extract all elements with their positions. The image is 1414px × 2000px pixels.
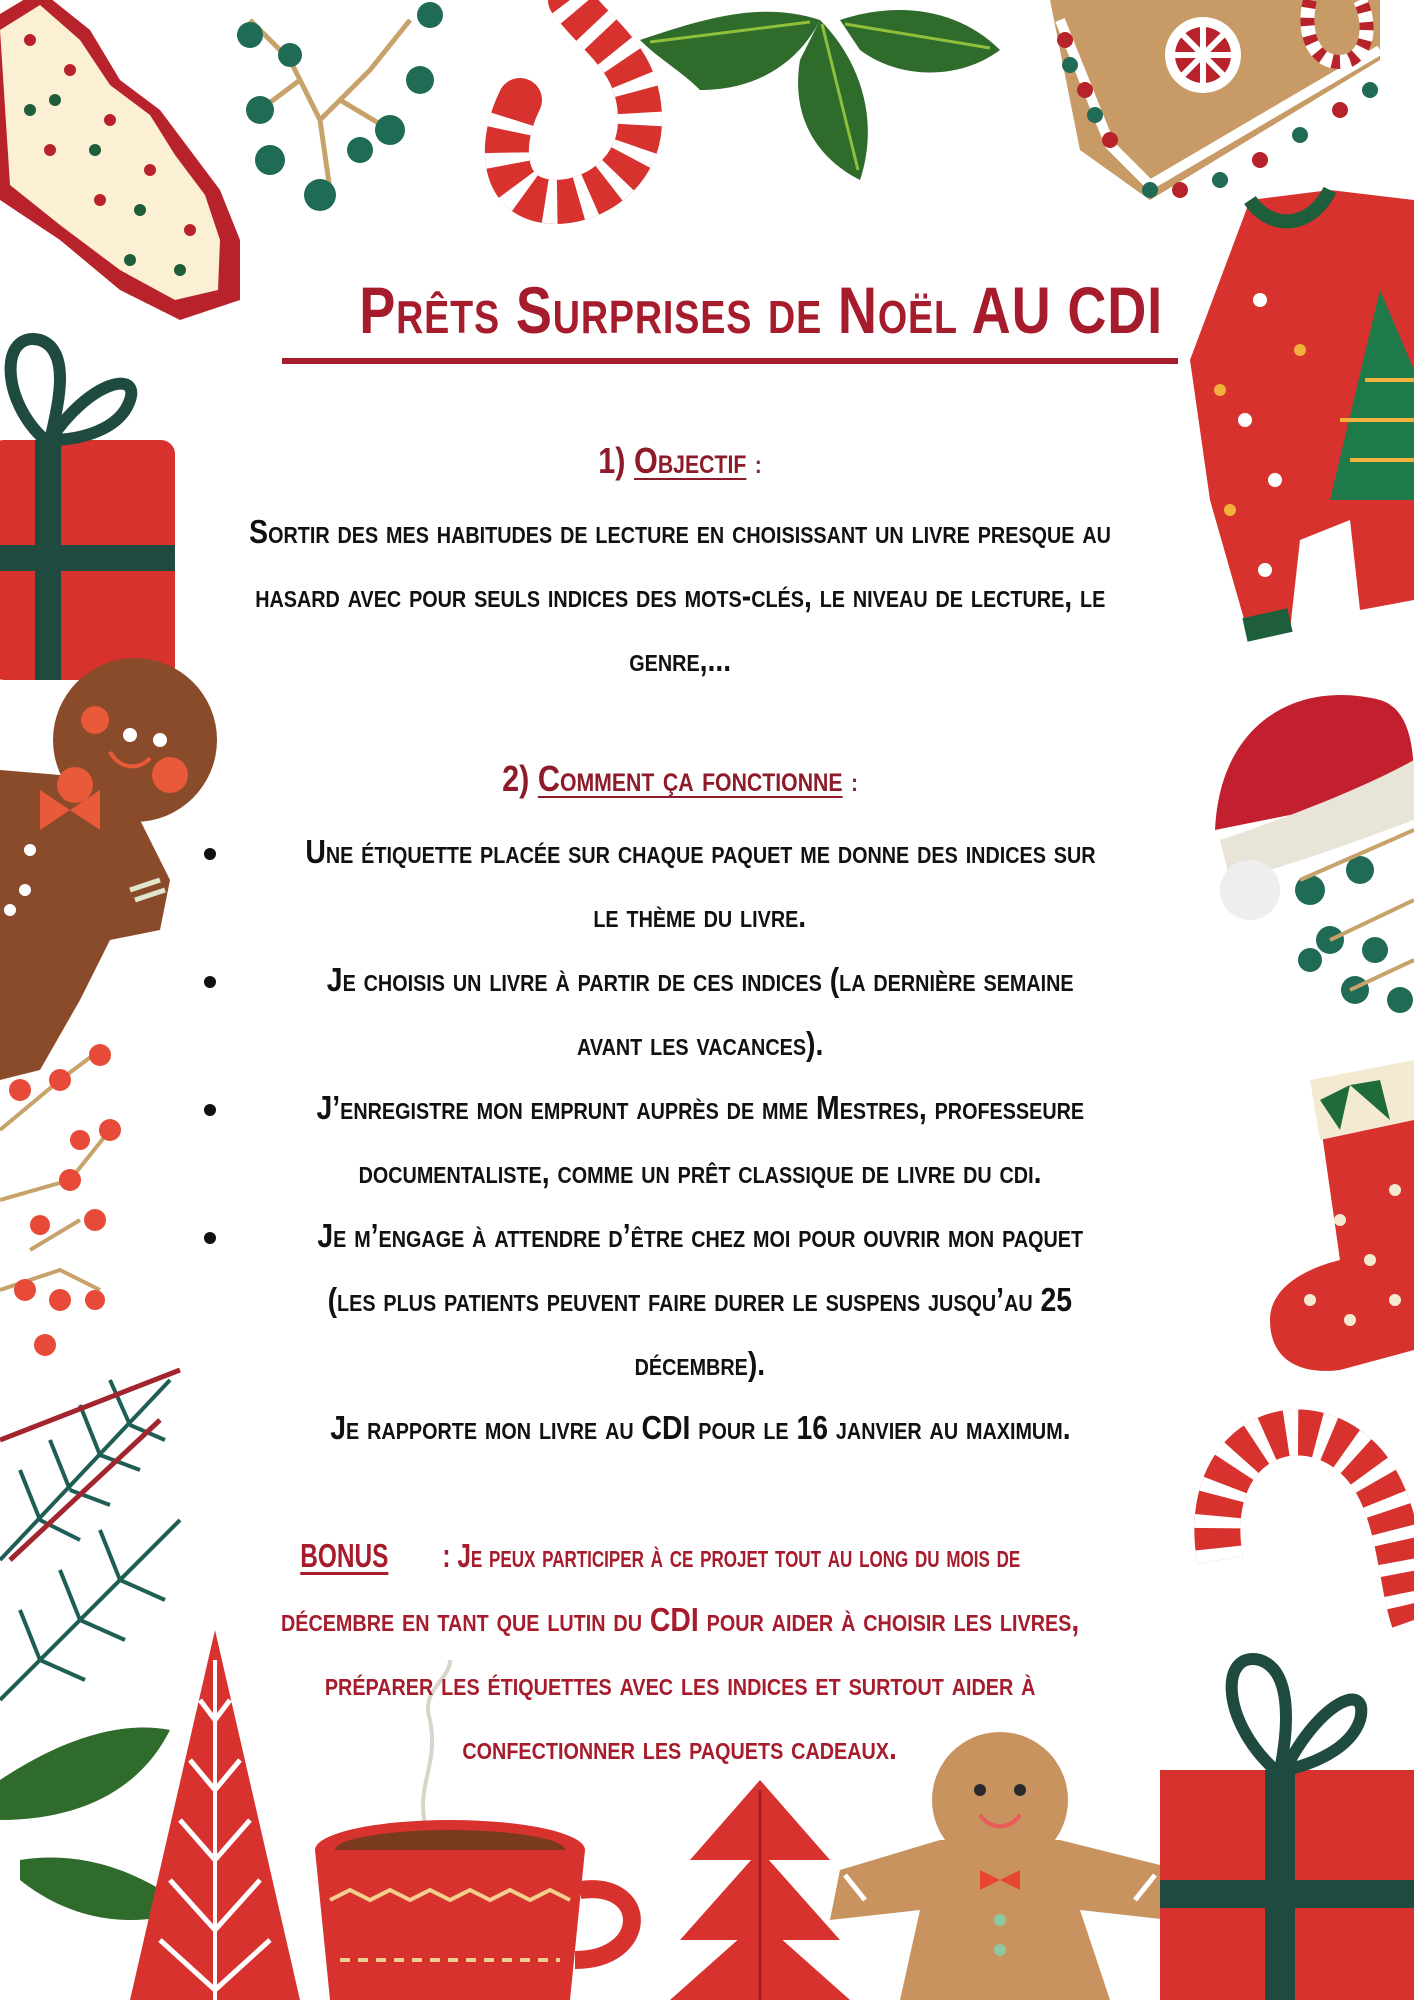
- objective-heading-num: 1): [598, 440, 626, 481]
- how-heading-num: 2): [502, 758, 530, 799]
- how-heading-label: Comment ça fonctionne: [537, 758, 843, 799]
- closing-text: [200, 1396, 1200, 1460]
- bullet-line: (les plus patients peuvent faire durer le suspens jusqu’au 25: [327, 1281, 1073, 1318]
- objective-heading-label: Objectif: [634, 440, 747, 481]
- objective-line: Sortir des mes habitudes de lecture en choisissant un livre presque au: [249, 513, 1111, 550]
- title-underline: [282, 358, 1178, 364]
- bonus-label: BONUS: [299, 1537, 389, 1574]
- bonus-line: : Je peux participer à ce projet tout au long du mois de: [442, 1537, 1021, 1574]
- closing-line: Je rapporte mon livre au CDI pour le 16 janvier au maximum.: [329, 1409, 1071, 1446]
- bullet-line: le thème du livre.: [593, 897, 807, 934]
- bullet-item: [200, 948, 1200, 1076]
- bullet-line: documentaliste, comme un prêt classique de livre du cdi.: [358, 1153, 1042, 1190]
- candy-cane-right-icon: [1217, 1432, 1414, 1620]
- objective-text: [160, 500, 1200, 692]
- bonus-line: préparer les étiquettes avec les indices et surtout aider à: [324, 1665, 1036, 1702]
- bullet-item: [200, 1076, 1200, 1204]
- bonus-line: décembre en tant que lutin du CDI pour aider à choisir les livres,: [280, 1601, 1080, 1638]
- objective-line: hasard avec pour seuls indices des mots-clés, le niveau de lecture, le: [254, 577, 1106, 614]
- ugly-sweater-icon: [1190, 190, 1414, 640]
- how-heading-colon: :: [851, 770, 858, 797]
- bullet-line: Une étiquette placée sur chaque paquet me donne des indices sur: [304, 833, 1096, 870]
- bullet-item: [200, 1204, 1200, 1396]
- bullet-line: Je m’engage à attendre d’être chez moi pour ouvrir mon paquet: [317, 1217, 1083, 1254]
- page-title: Prêts Surprises de Noël AU CDI: [359, 273, 1164, 347]
- bullet-line: avant les vacances).: [576, 1025, 824, 1062]
- objective-line: genre,...: [629, 641, 731, 678]
- christmas-stocking-icon: [1270, 1060, 1414, 1371]
- bullet-line: Je choisis un livre à partir de ces indices (la dernière semaine: [326, 961, 1074, 998]
- bullet-line: décembre).: [634, 1345, 766, 1382]
- bullet-item: [200, 820, 1200, 948]
- bonus-text: [160, 1524, 1200, 1780]
- gift-box-icon: [0, 339, 175, 680]
- objective-heading: [238, 440, 1122, 482]
- how-it-works-heading: [238, 758, 1122, 800]
- bonus-line: confectionner les paquets cadeaux.: [462, 1729, 898, 1766]
- flyer-content: [160, 0, 1200, 2000]
- bullet-line: J’enregistre mon emprunt auprès de mme Mestres, professeure: [316, 1089, 1084, 1126]
- objective-heading-colon: :: [754, 452, 762, 479]
